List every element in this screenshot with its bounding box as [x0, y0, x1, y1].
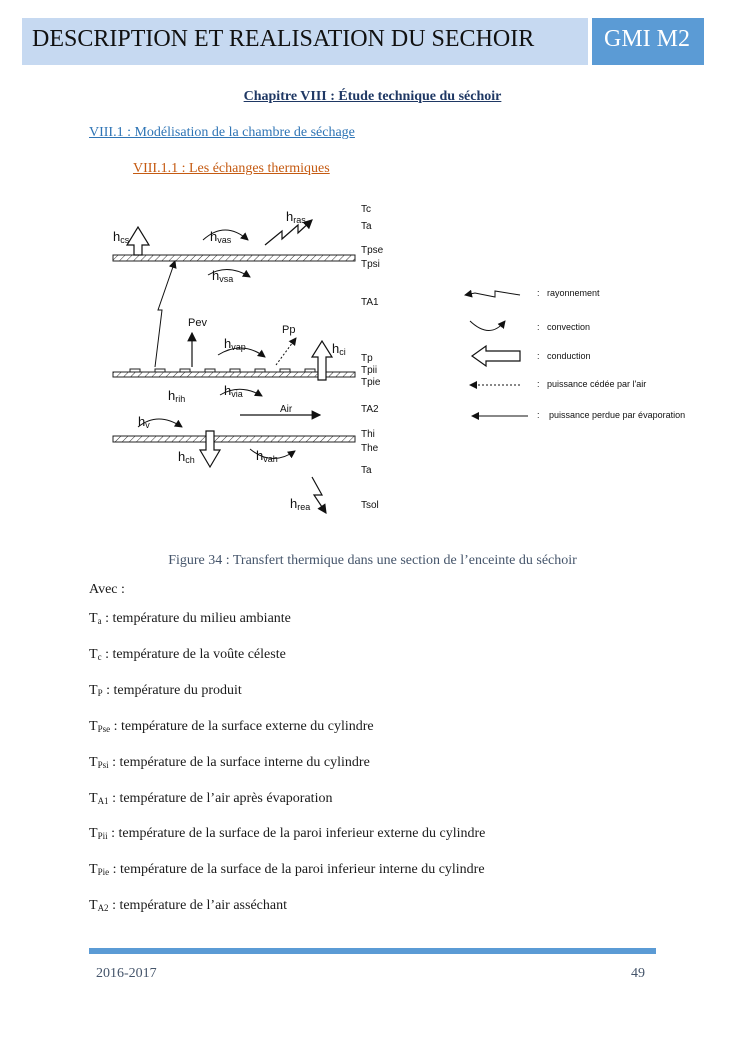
definition-tpie: $T_{Pie}$ : température de la surface de la paroi inferieur interne du cylindre: [89, 862, 485, 877]
legend-conduction-label: conduction: [547, 351, 591, 361]
definition-tp: $T_P$ : température du produit: [89, 683, 242, 698]
pev-label: Pev: [188, 317, 207, 329]
footer-divider: [89, 948, 656, 954]
legend-colon-3: :: [537, 351, 540, 361]
heat-transfer-diagram: [100, 195, 710, 535]
hras-label: hras: [286, 209, 306, 225]
definition-ta2: $T_{A2}$ : température de l’air asséchant: [89, 898, 287, 913]
hch-label: hch: [178, 449, 195, 465]
temp-tpsi: Tpsi: [361, 259, 380, 270]
definition-tpsi: $T_{Psi}$ : température de la surface interne du cylindre: [89, 755, 370, 770]
temp-tpie: Tpie: [361, 377, 381, 388]
hvia-label: hvia: [224, 383, 243, 399]
legend-conduction-symbol: [472, 346, 520, 366]
definition-tc: $T_c$ : température de la voûte céleste: [89, 647, 286, 662]
subsection-title: VIII.1.1 : Les échanges thermiques: [133, 161, 330, 176]
temp-tp: Tp: [361, 353, 373, 364]
header-title-box: [22, 18, 588, 65]
pp-arrow: [276, 338, 296, 365]
air-label: Air: [280, 404, 293, 415]
hcs-label: hcs: [113, 229, 130, 245]
legend-colon-2: :: [537, 322, 540, 332]
definition-ta1: $T_{A1}$ : température de l’air après évaporation: [89, 791, 333, 806]
temp-ta-bottom: Ta: [361, 465, 372, 476]
chapter-heading: [0, 89, 745, 105]
hvap-label: hvap: [224, 336, 246, 352]
chapter-title: Chapitre VIII : Étude technique du séchoir: [243, 89, 502, 104]
temp-tpii: Tpii: [361, 365, 378, 376]
legend-radiation-symbol: [465, 291, 520, 297]
legend-evap-label: puissance perdue par évaporation: [549, 410, 686, 420]
hv-label: hv: [138, 414, 150, 430]
section-title: VIII.1 : Modélisation de la chambre de séchage: [89, 125, 355, 140]
temp-ta1: TA1: [361, 297, 379, 308]
definition-tpii: $T_{Pii}$ : température de la surface de la paroi inferieur externe du cylindre: [89, 826, 486, 841]
temp-tsol: Tsol: [361, 500, 379, 511]
hvas-label: hvas: [210, 229, 232, 245]
hvsa-label: hvsa: [212, 268, 234, 284]
legend-convection-symbol: [470, 321, 505, 331]
diagram-legend: [465, 288, 685, 420]
footer-year: 2016-2017: [96, 966, 157, 981]
hrea-label: hrea: [290, 496, 311, 512]
definition-ta: $T_a$ : température du milieu ambiante: [89, 611, 291, 626]
legend-radiation-label: rayonnement: [547, 288, 600, 298]
temp-ta-top: Ta: [361, 221, 372, 232]
legend-air-label: puissance cédée par l'air: [547, 379, 647, 389]
hvah-label: hvah: [256, 448, 278, 464]
figure-caption: Figure 34 : Transfert thermique dans une section de l’enceinte du séchoir: [168, 553, 577, 568]
header-tag-box: [592, 18, 704, 65]
legend-colon-5: :: [537, 410, 540, 420]
temp-tpse: Tpse: [361, 245, 384, 256]
page-number: 49: [631, 966, 645, 981]
upper-wall: [113, 255, 355, 261]
hrih-zigzag: [155, 261, 175, 367]
hrea-zigzag: [312, 477, 326, 513]
avec-label: Avec :: [89, 582, 125, 597]
legend-colon-1: :: [537, 288, 540, 298]
hcs-arrow: [127, 227, 149, 255]
header-tag: GMI M2: [604, 26, 691, 52]
temp-ta2: TA2: [361, 404, 379, 415]
hrih-label: hrih: [168, 388, 186, 404]
definition-tpse: $T_{Pse}$ : température de la surface externe du cylindre: [89, 719, 374, 734]
document-title: DESCRIPTION ET REALISATION DU SECHOIR: [32, 26, 535, 52]
temp-tc: Tc: [361, 204, 371, 215]
lower-wall: [113, 436, 355, 442]
legend-convection-label: convection: [547, 322, 591, 332]
temp-thi: Thi: [361, 429, 375, 440]
temp-the: The: [361, 443, 379, 454]
temperature-labels: [361, 204, 384, 511]
pp-label: Pp: [282, 324, 296, 336]
legend-colon-4: :: [537, 379, 540, 389]
hci-label: hci: [332, 341, 346, 357]
